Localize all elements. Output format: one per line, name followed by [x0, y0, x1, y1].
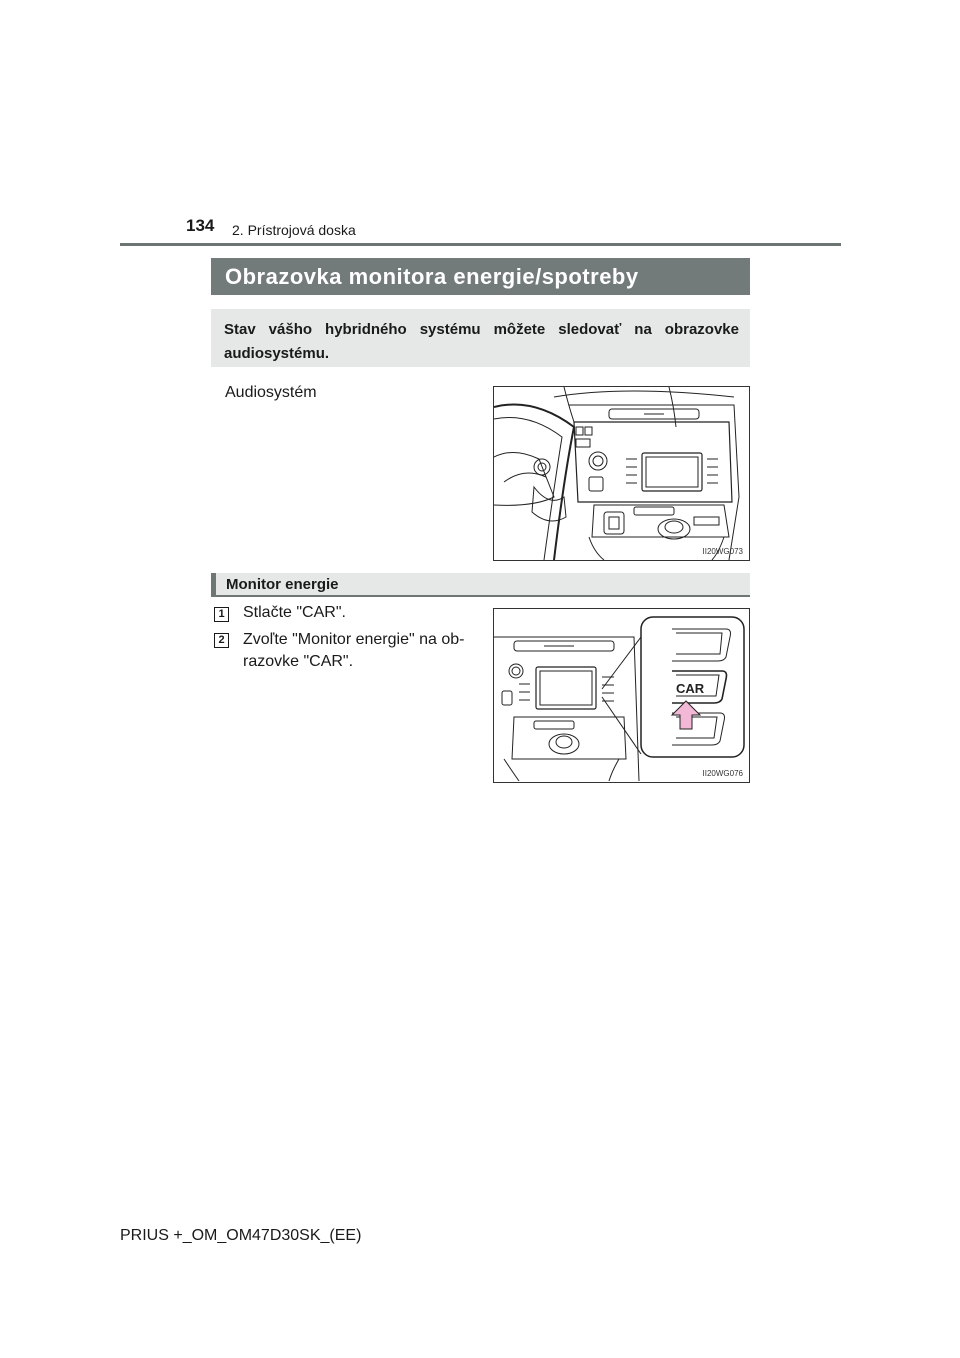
- figure-code: II20WG073: [702, 547, 743, 556]
- intro-text: Stav vášho hybridného systému môžete sledovať na obrazovke audiosystému.: [211, 309, 750, 367]
- step-text: Zvoľte "Monitor energie" na ob-razovke "CAR".: [243, 631, 465, 670]
- section-title: Obrazovka monitora energie/spotreby: [211, 258, 750, 295]
- car-button-label: CAR: [676, 681, 705, 696]
- step-number: 1: [214, 607, 229, 622]
- page-number: 134: [186, 216, 215, 235]
- step-text: Stlačte "CAR".: [243, 604, 346, 621]
- document-id: PRIUS +_OM_OM47D30SK_(EE): [120, 1227, 362, 1244]
- car-button-illustration: [493, 608, 750, 783]
- header-rule: [120, 243, 841, 246]
- subsection-title: Monitor energie: [211, 573, 750, 597]
- audio-system-illustration: [493, 386, 750, 561]
- step-number: 2: [214, 633, 229, 648]
- figure-label: Audiosystém: [225, 384, 317, 401]
- chapter-title: 2. Prístrojová doska: [232, 222, 356, 238]
- figure-code: II20WG076: [702, 769, 743, 778]
